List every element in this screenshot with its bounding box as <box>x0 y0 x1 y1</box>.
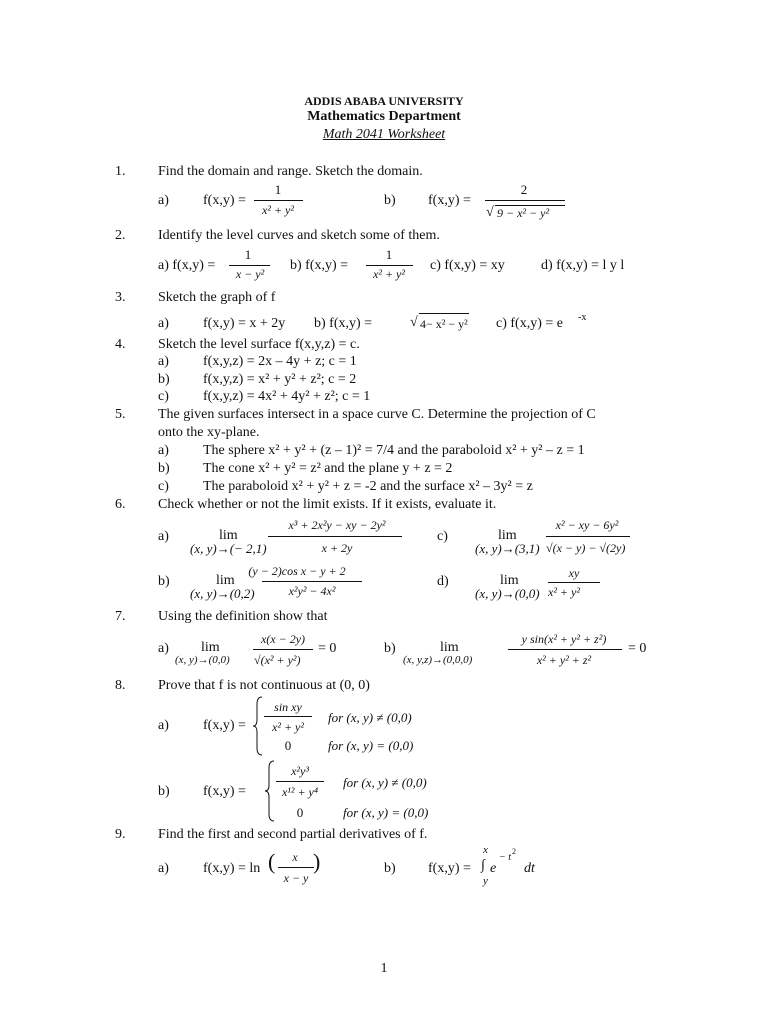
q9-b-label: b) <box>384 861 396 876</box>
q9-b-exponent: − t <box>499 852 512 863</box>
q2-a: a) f(x,y) = <box>158 258 216 273</box>
right-paren-icon: ) <box>313 849 321 874</box>
q5-text-line2: onto the xy-plane. <box>158 425 260 440</box>
q1-a-num: 1 <box>274 182 282 197</box>
q8-a-label: a) <box>158 718 169 733</box>
q1-text: Find the domain and range. Sketch the domain. <box>158 164 423 179</box>
q9-b-lhs: f(x,y) = <box>428 861 471 876</box>
q8-text: Prove that f is not continuous at (0, 0) <box>158 678 370 693</box>
q6-c-lim: lim <box>498 528 517 543</box>
q2-c: c) f(x,y) = xy <box>430 258 505 273</box>
q6-c-fracbar <box>546 536 630 537</box>
q3-c: c) f(x,y) = e <box>496 316 563 331</box>
q8-number: 8. <box>115 678 126 693</box>
q6-b-num: (y − 2)cos x − y + 2 <box>248 564 346 578</box>
q7-a-fracbar <box>253 649 313 650</box>
q6-number: 6. <box>115 497 126 512</box>
q6-a-fracbar <box>268 536 402 537</box>
q8-b-label: b) <box>158 784 170 799</box>
q1-b-num: 2 <box>520 182 528 197</box>
university-name: ADDIS ABABA UNIVERSITY <box>304 94 464 108</box>
q2-a-num: 1 <box>244 247 252 262</box>
q1-a-label: a) <box>158 193 169 208</box>
q7-b-sub: (x, y,z)→(0,0,0) <box>403 654 473 666</box>
q9-a-label: a) <box>158 861 169 876</box>
q7-b-eq: = 0 <box>628 641 647 656</box>
page-number: 1 <box>380 961 388 976</box>
q4-number: 4. <box>115 337 126 352</box>
q7-b-fracbar <box>508 649 622 650</box>
q2-b-num: 1 <box>385 247 393 262</box>
q9-number: 9. <box>115 827 126 842</box>
q6-d-num: xy <box>568 566 580 580</box>
q9-b-body: e <box>490 861 497 876</box>
q6-b-lim: lim <box>216 573 235 588</box>
q8-b-lhs: f(x,y) = <box>203 784 246 799</box>
q8-a-fracbar <box>264 716 312 717</box>
q6-c-label: c) <box>437 529 448 544</box>
q5-b-label: b) <box>158 461 170 476</box>
q4-a-label: a) <box>158 354 169 369</box>
q6-a-label: a) <box>158 529 169 544</box>
sqrt-icon: √ <box>486 205 494 220</box>
q5-c-label: c) <box>158 479 169 494</box>
q8-b-num: x²y³ <box>291 764 309 778</box>
q5-b: The cone x² + y² = z² and the plane y + z = 2 <box>203 461 453 476</box>
q6-d-sub: (x, y)→(0,0) <box>475 586 540 601</box>
q6-b-den: x²y² − 4x² <box>288 584 336 598</box>
q6-d-fracbar <box>548 582 600 583</box>
q7-b-den: x² + y² + z² <box>536 653 592 667</box>
q7-a-sub: (x, y)→(0,0) <box>175 654 230 666</box>
q2-b: b) f(x,y) = <box>290 258 349 273</box>
q3-text: Sketch the graph of f <box>158 290 276 305</box>
q9-text: Find the first and second partial derivatives of f. <box>158 827 428 842</box>
q7-text: Using the definition show that <box>158 609 328 624</box>
q6-a-sub: (x, y)→(− 2,1) <box>190 541 267 556</box>
q6-text: Check whether or not the limit exists. If it exists, evaluate it. <box>158 497 497 512</box>
q9-b-upper: x <box>483 844 488 856</box>
q4-text: Sketch the level surface f(x,y,z) = c. <box>158 337 360 352</box>
q2-a-den: x − y² <box>235 267 265 281</box>
q2-b-den: x² + y² <box>373 267 405 281</box>
q8-a-den: x² + y² <box>272 720 304 734</box>
q2-d: d) f(x,y) = l y l <box>541 258 625 273</box>
q7-b-lim: lim <box>440 640 459 655</box>
q8-b-zero: 0 <box>296 805 304 820</box>
q3-b-radicand: 4− x² − y² <box>420 317 468 331</box>
q9-b-exp-sup: 2 <box>512 847 516 856</box>
q7-b-num: y sin(x² + y² + z²) <box>521 632 607 646</box>
q7-number: 7. <box>115 609 126 624</box>
q1-b-fracbar <box>485 200 565 201</box>
q1-number: 1. <box>115 164 126 179</box>
q8-a-cond1: for (x, y) ≠ (0,0) <box>328 710 412 725</box>
worksheet-title: Math 2041 Worksheet <box>322 127 446 142</box>
q8-b-cond2: for (x, y) = (0,0) <box>343 805 429 820</box>
q1-b-den: 9 − x² − y² <box>497 206 550 220</box>
q3-b-radical-bar <box>419 313 469 314</box>
q2-a-fracbar <box>229 265 270 266</box>
q1-a-den: x² + y² <box>262 203 294 217</box>
q4-b-label: b) <box>158 372 170 387</box>
q2-number: 2. <box>115 228 126 243</box>
q6-b-label: b) <box>158 574 170 589</box>
q4-c: f(x,y,z) = 4x² + 4y² + z²; c = 1 <box>203 389 371 404</box>
q3-number: 3. <box>115 290 126 305</box>
q7-a-eq: = 0 <box>318 641 337 656</box>
q1-b-label: b) <box>384 193 396 208</box>
q6-d-den: x² + y² <box>548 585 580 599</box>
q5-a-label: a) <box>158 443 169 458</box>
q5-a: The sphere x² + y² + (z – 1)² = 7/4 and the paraboloid x² + y² – z = 1 <box>203 443 585 458</box>
q6-b-sub: (x, y)→(0,2) <box>190 586 255 601</box>
q9-a-num: x <box>292 850 298 864</box>
q2-text: Identify the level curves and sketch some of them. <box>158 228 440 243</box>
q7-a-den: √(x² + y²) <box>254 653 301 667</box>
q6-d-label: d) <box>437 574 449 589</box>
q5-text-line1: The given surfaces intersect in a space curve C. Determine the projection of C <box>158 407 596 422</box>
q8-a-lhs: f(x,y) = <box>203 718 246 733</box>
q8-a-num: sin xy <box>274 700 302 714</box>
department-name: Mathematics Department <box>307 109 461 124</box>
q6-a-num: x³ + 2x²y − xy − 2y² <box>288 518 386 532</box>
q4-a: f(x,y,z) = 2x – 4y + z; c = 1 <box>203 354 357 369</box>
sqrt-icon: √ <box>410 315 418 330</box>
q8-b-fracbar <box>276 781 324 782</box>
q3-c-exponent: -x <box>578 312 587 323</box>
q2-b-fracbar <box>366 265 413 266</box>
q8-a-zero: 0 <box>284 738 292 753</box>
q1-a-lhs: f(x,y) = <box>203 193 246 208</box>
q3-a: f(x,y) = x + 2y <box>203 316 286 331</box>
q7-a-num: x(x − 2y) <box>260 632 306 646</box>
left-brace-icon <box>264 760 276 822</box>
q6-c-sub: (x, y)→(3,1) <box>475 541 540 556</box>
q3-a-label: a) <box>158 316 169 331</box>
integral-icon: ∫ <box>481 858 485 873</box>
q9-a-lhs: f(x,y) = ln <box>203 861 261 876</box>
left-brace-icon <box>252 696 264 756</box>
q1-a-fracbar <box>254 200 303 201</box>
q7-a-lim: lim <box>201 640 220 655</box>
q8-a-cond2: for (x, y) = (0,0) <box>328 738 414 753</box>
q6-c-num: x² − xy − 6y² <box>555 518 619 532</box>
q8-b-den: x¹² + y⁴ <box>281 785 319 799</box>
q3-b: b) f(x,y) = <box>314 316 373 331</box>
q7-b-label: b) <box>384 641 396 656</box>
q9-a-den: x − y <box>283 871 309 885</box>
q6-b-fracbar <box>262 581 362 582</box>
q9-a-fracbar <box>278 867 314 868</box>
q5-number: 5. <box>115 407 126 422</box>
left-paren-icon: ( <box>268 849 276 874</box>
q4-c-label: c) <box>158 389 169 404</box>
q6-d-lim: lim <box>500 573 519 588</box>
q6-a-lim: lim <box>219 528 238 543</box>
q6-c-den: √(x − y) − √(2y) <box>546 541 626 555</box>
q7-a-label: a) <box>158 641 169 656</box>
q4-b: f(x,y,z) = x² + y² + z²; c = 2 <box>203 372 357 387</box>
q8-b-cond1: for (x, y) ≠ (0,0) <box>343 775 427 790</box>
q6-a-den: x + 2y <box>321 541 353 555</box>
q5-c: The paraboloid x² + y² + z = -2 and the surface x² – 3y² = z <box>203 479 533 494</box>
q1-b-lhs: f(x,y) = <box>428 193 471 208</box>
q9-b-lower: y <box>483 875 488 887</box>
q9-b-dt: dt <box>524 861 535 876</box>
